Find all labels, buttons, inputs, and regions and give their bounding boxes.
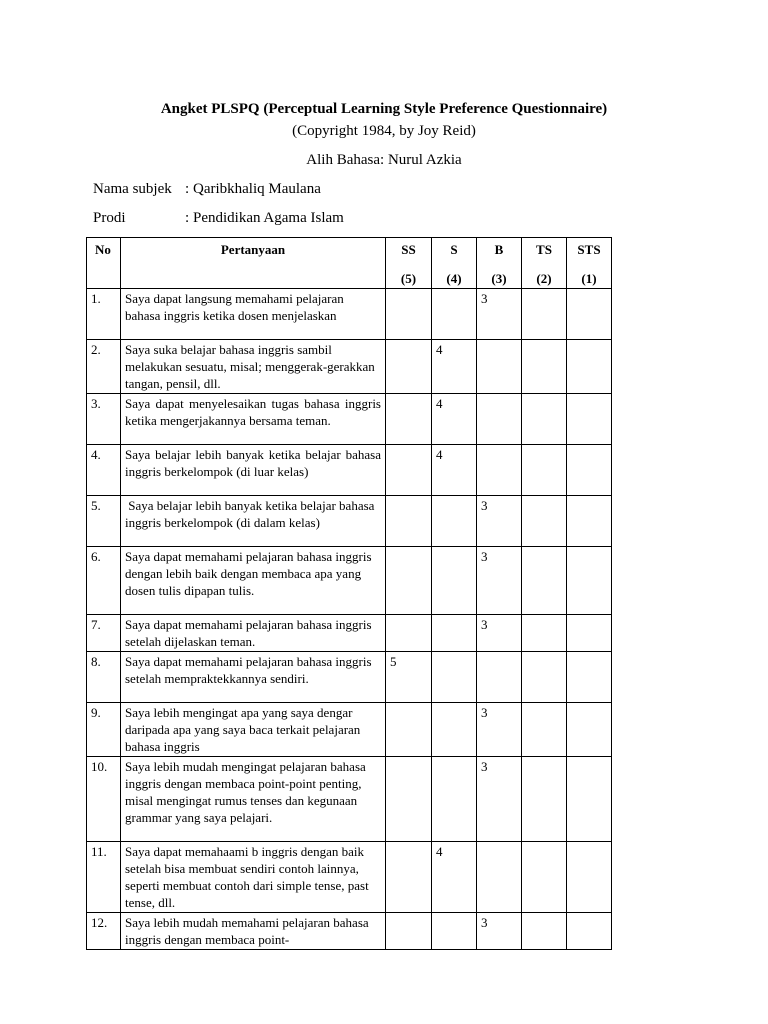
score-ss bbox=[386, 547, 432, 615]
prodi-row bbox=[93, 210, 344, 227]
score-sts bbox=[567, 703, 612, 757]
table-header-row bbox=[87, 238, 612, 289]
table-row bbox=[87, 703, 612, 757]
score-s bbox=[432, 652, 477, 703]
score-ss: 5 bbox=[386, 652, 432, 703]
score-ss bbox=[386, 445, 432, 496]
row-number: 1. bbox=[87, 289, 121, 340]
score-sts bbox=[567, 445, 612, 496]
score-ts bbox=[522, 547, 567, 615]
question-text: Saya dapat memahaami b inggris dengan baik setelah bisa membuat sendiri contoh lainnya, seperti membuat contoh dari simple tense, past tense, dll. bbox=[121, 842, 386, 913]
row-number: 6. bbox=[87, 547, 121, 615]
row-number: 4. bbox=[87, 445, 121, 496]
score-ss bbox=[386, 703, 432, 757]
nama-subjek-label: Nama subjek bbox=[93, 181, 172, 197]
score-s bbox=[432, 496, 477, 547]
score-b: 3 bbox=[477, 496, 522, 547]
score-b bbox=[477, 652, 522, 703]
score-ss bbox=[386, 496, 432, 547]
score-b: 3 bbox=[477, 615, 522, 652]
header-pertanyaan: Pertanyaan bbox=[121, 238, 386, 289]
question-text: Saya belajar lebih banyak ketika belajar bahasa inggris berkelompok (di dalam kelas) bbox=[121, 496, 386, 547]
score-ts bbox=[522, 703, 567, 757]
score-s: 4 bbox=[432, 842, 477, 913]
score-b: 3 bbox=[477, 757, 522, 842]
score-sts bbox=[567, 615, 612, 652]
score-sts bbox=[567, 289, 612, 340]
score-sts bbox=[567, 394, 612, 445]
score-ts bbox=[522, 340, 567, 394]
score-s bbox=[432, 757, 477, 842]
score-s: 4 bbox=[432, 445, 477, 496]
row-number: 8. bbox=[87, 652, 121, 703]
score-sts bbox=[567, 547, 612, 615]
table-row bbox=[87, 394, 612, 445]
score-ss bbox=[386, 289, 432, 340]
question-text: Saya dapat memahami pelajaran bahasa inggris setelah mempraktekkannya sendiri. bbox=[121, 652, 386, 703]
nama-subjek-value: Qaribkhaliq Maulana bbox=[193, 181, 321, 197]
table-row bbox=[87, 445, 612, 496]
score-sts bbox=[567, 652, 612, 703]
table-row bbox=[87, 652, 612, 703]
score-ss bbox=[386, 913, 432, 950]
questionnaire-table bbox=[86, 237, 612, 950]
prodi-value: Pendidikan Agama Islam bbox=[193, 210, 344, 226]
row-number: 11. bbox=[87, 842, 121, 913]
question-text: Saya belajar lebih banyak ketika belajar bahasa inggris berkelompok (di luar kelas) bbox=[121, 445, 386, 496]
header-sts: STS (1) bbox=[567, 238, 612, 289]
nama-subjek-separator: : bbox=[185, 181, 190, 197]
table-row bbox=[87, 615, 612, 652]
score-b: 3 bbox=[477, 289, 522, 340]
row-number: 3. bbox=[87, 394, 121, 445]
question-text: Saya dapat menyelesaikan tugas bahasa inggris ketika mengerjakannya bersama teman. bbox=[121, 394, 386, 445]
score-ss bbox=[386, 394, 432, 445]
score-b: 3 bbox=[477, 913, 522, 950]
score-ts bbox=[522, 615, 567, 652]
prodi-label: Prodi bbox=[93, 210, 126, 226]
score-b bbox=[477, 445, 522, 496]
header-no: No bbox=[87, 238, 121, 289]
row-number: 9. bbox=[87, 703, 121, 757]
document-title: Angket PLSPQ (Perceptual Learning Style Preference Questionnaire) bbox=[160, 101, 608, 117]
header-ss: SS (5) bbox=[386, 238, 432, 289]
score-s bbox=[432, 703, 477, 757]
table-row bbox=[87, 547, 612, 615]
header-b: B (3) bbox=[477, 238, 522, 289]
question-text: Saya suka belajar bahasa inggris sambil melakukan sesuatu, misal; menggerak-gerakkan tangan, pensil, dll. bbox=[121, 340, 386, 394]
score-s bbox=[432, 547, 477, 615]
score-sts bbox=[567, 340, 612, 394]
score-ss bbox=[386, 340, 432, 394]
question-text: Saya lebih mudah mengingat pelajaran bahasa inggris dengan membaca point-point penting, misal mengingat rumus tenses dan kegunaan grammar yang saya pelajari. bbox=[121, 757, 386, 842]
score-s bbox=[432, 615, 477, 652]
prodi-separator: : bbox=[185, 210, 190, 226]
question-text: Saya lebih mudah memahami pelajaran bahasa inggris dengan membaca point- bbox=[121, 913, 386, 950]
table-row bbox=[87, 340, 612, 394]
score-sts bbox=[567, 757, 612, 842]
score-ts bbox=[522, 445, 567, 496]
score-ts bbox=[522, 757, 567, 842]
score-b bbox=[477, 340, 522, 394]
score-ss bbox=[386, 615, 432, 652]
table-row bbox=[87, 289, 612, 340]
table-row bbox=[87, 496, 612, 547]
document-subtitle: (Copyright 1984, by Joy Reid) bbox=[292, 123, 476, 139]
row-number: 5. bbox=[87, 496, 121, 547]
score-ts bbox=[522, 496, 567, 547]
score-ts bbox=[522, 394, 567, 445]
table-row bbox=[87, 842, 612, 913]
table-row bbox=[87, 757, 612, 842]
score-s: 4 bbox=[432, 340, 477, 394]
score-b bbox=[477, 842, 522, 913]
score-ss bbox=[386, 842, 432, 913]
table-row bbox=[87, 913, 612, 950]
question-text: Saya lebih mengingat apa yang saya dengar daripada apa yang saya baca terkait pelajaran bahasa inggris bbox=[121, 703, 386, 757]
score-sts bbox=[567, 913, 612, 950]
score-sts bbox=[567, 842, 612, 913]
score-ts bbox=[522, 913, 567, 950]
score-sts bbox=[567, 496, 612, 547]
question-text: Saya dapat langsung memahami pelajaran bahasa inggris ketika dosen menjelaskan bbox=[121, 289, 386, 340]
question-text: Saya dapat memahami pelajaran bahasa inggris setelah dijelaskan teman. bbox=[121, 615, 386, 652]
header-ts: TS (2) bbox=[522, 238, 567, 289]
score-ts bbox=[522, 842, 567, 913]
nama-subjek-row bbox=[93, 181, 321, 198]
score-ts bbox=[522, 289, 567, 340]
score-b: 3 bbox=[477, 703, 522, 757]
score-s bbox=[432, 289, 477, 340]
row-number: 7. bbox=[87, 615, 121, 652]
row-number: 12. bbox=[87, 913, 121, 950]
score-s: 4 bbox=[432, 394, 477, 445]
header-s: S (4) bbox=[432, 238, 477, 289]
question-text: Saya dapat memahami pelajaran bahasa inggris dengan lebih baik dengan membaca apa yang dosen tulis dipapan tulis. bbox=[121, 547, 386, 615]
row-number: 10. bbox=[87, 757, 121, 842]
score-ss bbox=[386, 757, 432, 842]
translator-line: Alih Bahasa: Nurul Azkia bbox=[306, 152, 462, 168]
score-b: 3 bbox=[477, 547, 522, 615]
score-ts bbox=[522, 652, 567, 703]
row-number: 2. bbox=[87, 340, 121, 394]
score-s bbox=[432, 913, 477, 950]
score-b bbox=[477, 394, 522, 445]
